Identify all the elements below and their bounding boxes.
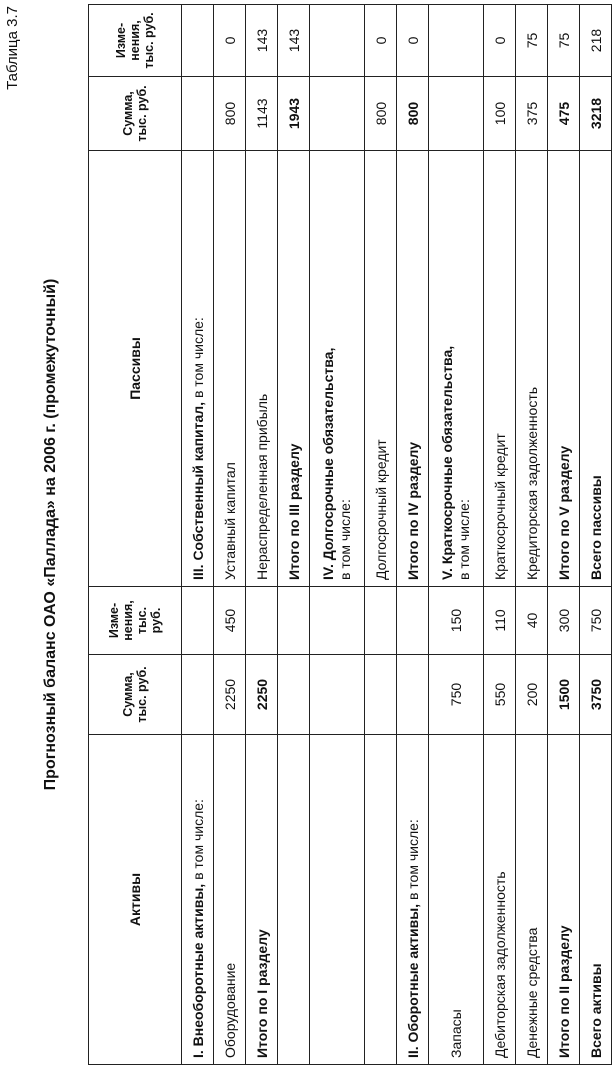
table-body (182, 5, 612, 1065)
liability-change-cell: 143 (246, 5, 278, 77)
liability-change-cell (310, 5, 365, 77)
asset-change-cell (278, 587, 310, 655)
header-change: Изме-нения, тыс. руб. (89, 587, 182, 655)
liability-sum-cell: 3218 (580, 77, 612, 151)
asset-label-cell: Итого по II разделу (548, 735, 580, 1065)
table-row (484, 5, 516, 1065)
liability-sum-cell (182, 77, 214, 151)
table-label: Таблица 3.7 (4, 6, 21, 90)
asset-section-title: I. Внеоборотные активы, (189, 883, 206, 1058)
header-liabilities: Пассивы (89, 151, 182, 587)
asset-sum-cell: 3750 (580, 655, 612, 735)
asset-label-cell: Всего активы (580, 735, 612, 1065)
asset-label-cell: Запасы (429, 735, 484, 1065)
asset-sum-cell: 750 (429, 655, 484, 735)
asset-sum-cell: 1500 (548, 655, 580, 735)
asset-change-cell (397, 587, 429, 655)
table-row (429, 5, 484, 1065)
asset-label-cell (278, 735, 310, 1065)
asset-change-cell: 40 (516, 587, 548, 655)
asset-label-cell (182, 735, 214, 1065)
asset-label-cell: Итого по I разделу (246, 735, 278, 1065)
liability-sum-cell: 800 (214, 77, 246, 151)
asset-label-cell (310, 735, 365, 1065)
header-assets: Активы (89, 735, 182, 1065)
liability-sum-cell: 800 (365, 77, 397, 151)
asset-sum-cell (182, 655, 214, 735)
asset-label-cell: Оборудование (214, 735, 246, 1065)
asset-label-cell: Денежные средства (516, 735, 548, 1065)
liability-change-cell: 0 (484, 5, 516, 77)
liability-section-title: V. Краткосрочные обязательства, (439, 345, 455, 580)
asset-sum-cell (397, 655, 429, 735)
liability-sum-cell (429, 77, 484, 151)
liability-label-cell: Долгосрочный кредит (365, 151, 397, 587)
liability-section-sub: в том числе: (456, 499, 472, 580)
liability-change-cell: 75 (516, 5, 548, 77)
table-row (246, 5, 278, 1065)
liability-sum-cell: 1943 (278, 77, 310, 151)
header-sum-2: Сумма, тыс. руб. (89, 77, 182, 151)
asset-sum-cell: 2250 (214, 655, 246, 735)
liability-section-title: IV. Долгосрочные обязательства, (320, 347, 336, 580)
liability-label-cell: Итого по III разделу (278, 151, 310, 587)
asset-change-cell: 300 (548, 587, 580, 655)
asset-section-tail: в том числе: (404, 819, 421, 904)
liability-change-cell: 75 (548, 5, 580, 77)
liability-label-cell: Итого по IV разделу (397, 151, 429, 587)
liability-label-cell: Нераспределенная прибыль (246, 151, 278, 587)
liability-label-cell: Кредиторская задолженность (516, 151, 548, 587)
liability-change-cell: 0 (397, 5, 429, 77)
asset-sum-cell (278, 655, 310, 735)
asset-sum-cell (365, 655, 397, 735)
header-sum: Сумма, тыс. руб. (89, 655, 182, 735)
table-row (278, 5, 310, 1065)
asset-change-cell (246, 587, 278, 655)
liability-section-tail: в том числе: (189, 317, 206, 402)
liability-change-cell (182, 5, 214, 77)
table-row (182, 5, 214, 1065)
asset-change-cell (182, 587, 214, 655)
table-row (214, 5, 246, 1065)
liability-change-cell: 0 (214, 5, 246, 77)
asset-change-cell: 150 (429, 587, 484, 655)
liability-label-cell (310, 151, 365, 587)
liability-sum-cell: 375 (516, 77, 548, 151)
liability-sum-cell: 1143 (246, 77, 278, 151)
liability-sum-cell: 100 (484, 77, 516, 151)
header-change-2: Изме-нения, тыс. руб. (89, 5, 182, 77)
table-row (548, 5, 580, 1065)
table-title: Прогнозный баланс ОАО «Паллада» на 2006 г. (промежуточный) (42, 278, 59, 791)
liability-change-cell: 143 (278, 5, 310, 77)
asset-sum-cell: 550 (484, 655, 516, 735)
asset-label-cell (365, 735, 397, 1065)
liability-section-title: III. Собственный капитал, (189, 401, 206, 580)
liability-sum-cell: 475 (548, 77, 580, 151)
table-row (310, 5, 365, 1065)
asset-sum-cell (310, 655, 365, 735)
header-row (89, 5, 182, 1065)
table-row (516, 5, 548, 1065)
liability-sum-cell (310, 77, 365, 151)
liability-change-cell: 0 (365, 5, 397, 77)
asset-label-cell (397, 735, 429, 1065)
liability-change-cell: 218 (580, 5, 612, 77)
liability-sum-cell: 800 (397, 77, 429, 151)
asset-change-cell: 750 (580, 587, 612, 655)
table-row (365, 5, 397, 1065)
table-row (580, 5, 612, 1065)
liability-label-cell: Всего пассивы (580, 151, 612, 587)
asset-sum-cell: 200 (516, 655, 548, 735)
liability-section-sub: в том числе: (337, 499, 353, 580)
liability-change-cell (429, 5, 484, 77)
table-row (397, 5, 429, 1065)
asset-label-cell: Дебиторская задолженность (484, 735, 516, 1065)
asset-change-cell: 450 (214, 587, 246, 655)
liability-label-cell (182, 151, 214, 587)
asset-sum-cell: 2250 (246, 655, 278, 735)
asset-change-cell (365, 587, 397, 655)
liability-label-cell (429, 151, 484, 587)
balance-table (88, 4, 612, 1065)
asset-section-tail: в том числе: (189, 799, 206, 884)
liability-label-cell: Краткосрочный кредит (484, 151, 516, 587)
liability-label-cell: Итого по V разделу (548, 151, 580, 587)
asset-change-cell: 110 (484, 587, 516, 655)
asset-change-cell (310, 587, 365, 655)
liability-label-cell: Уставный капитал (214, 151, 246, 587)
asset-section-title: II. Оборотные активы, (404, 903, 421, 1058)
